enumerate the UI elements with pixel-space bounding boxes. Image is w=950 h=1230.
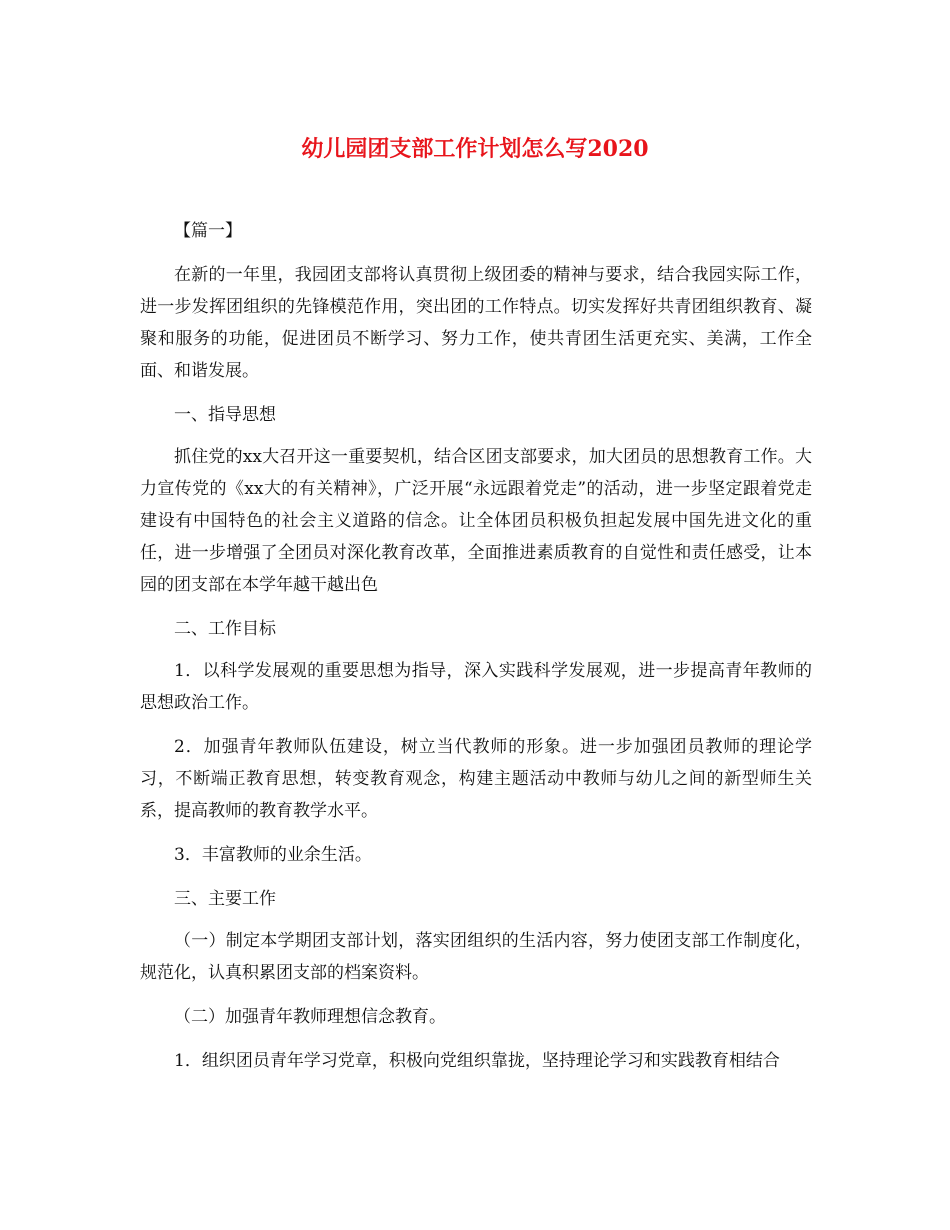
work-item: （一）制定本学期团支部计划，落实团组织的生活内容，努力使团支部工作制度化，规范化，认真积累团支部的档案资料。: [140, 931, 812, 983]
work-item: （二）加强青年教师理想信念教育。: [174, 1007, 446, 1027]
goal-item: 3．丰富教师的业余生活。: [174, 845, 372, 865]
guiding-thought-paragraph: 抓住党的xx大召开这一重要契机，结合区团支部要求，加大团员的思想教育工作。大力宣传党的《xx大的有关精神》，广泛开展“永远跟着党走”的活动，进一步坚定跟着党走建设有中国特色的社会主义道路的信念。让全体团员积极负担起发展中国先进文化的重任，进一步增强了全团员对深化教育改革，全面推进素质教育的自觉性和责任感受，让本园的团支部在本学年越干越出色: [140, 447, 812, 595]
work-item: 1．组织团员青年学习党章，积极向党组织靠拢，坚持理论学习和实践教育相结合: [174, 1051, 780, 1071]
section-label: 【篇一】: [174, 221, 242, 241]
section-heading: 三、主要工作: [174, 889, 276, 909]
section-heading: 二、工作目标: [174, 619, 276, 639]
section-heading: 一、指导思想: [174, 405, 276, 425]
document-body: [140, 215, 812, 1089]
goal-item: 1．以科学发展观的重要思想为指导，深入实践科学发展观，进一步提高青年教师的思想政治工作。: [140, 661, 812, 713]
document-title: 幼儿园团支部工作计划怎么写2020: [301, 136, 649, 162]
goal-item: 2．加强青年教师队伍建设，树立当代教师的形象。进一步加强团员教师的理论学习，不断端正教育思想，转变教育观念，构建主题活动中教师与幼儿之间的新型师生关系，提高教师的教育教学水平。: [140, 737, 812, 821]
intro-paragraph: 在新的一年里，我园团支部将认真贯彻上级团委的精神与要求，结合我园实际工作，进一步发挥团组织的先锋模范作用，突出团的工作特点。切实发挥好共青团组织教育、凝聚和服务的功能，促进团员不断学习、努力工作，使共青团生活更充实、美满，工作全面、和谐发展。: [140, 265, 812, 381]
